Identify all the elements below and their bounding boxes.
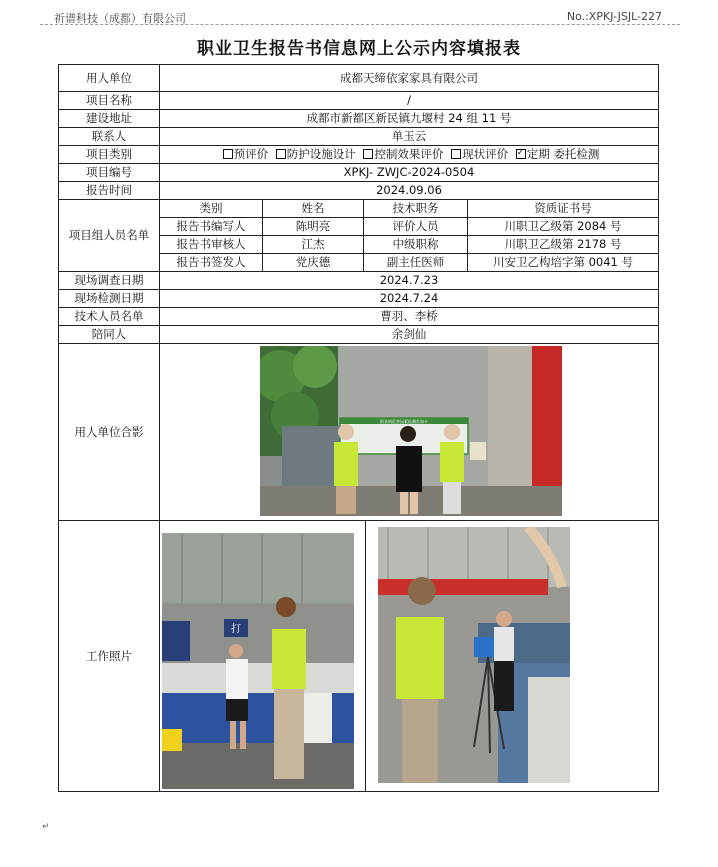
team-header-cert: 资质证书号	[468, 200, 659, 218]
tech-staff-value: 曹羽、李桥	[160, 308, 659, 326]
row-tech-staff	[59, 308, 659, 326]
checkbox-protection-design[interactable]	[276, 149, 286, 159]
team-name: 党庆德	[263, 254, 364, 272]
contact-value: 单玉云	[160, 128, 659, 146]
team-title: 中级职称	[364, 236, 468, 254]
team-header-role: 类别	[160, 200, 263, 218]
row-group-photo	[59, 344, 659, 521]
paragraph-mark-end: ↵	[42, 822, 50, 832]
report-time-value: 2024.09.06	[160, 182, 659, 200]
disclosure-form-table	[58, 64, 659, 792]
row-survey-date	[59, 272, 659, 290]
project-name-label: 项目名称	[59, 92, 160, 110]
option-status-eval: 现状评价	[462, 147, 509, 161]
option-protection-design: 防护设施设计	[286, 147, 356, 161]
row-category	[59, 146, 659, 164]
row-employer	[59, 65, 659, 92]
option-pre-eval: 预评价	[233, 147, 269, 161]
checkbox-periodic-test[interactable]	[516, 149, 526, 159]
work-photo-divider	[365, 521, 366, 791]
report-time-label: 报告时间	[59, 182, 160, 200]
employer-label: 用人单位	[59, 65, 160, 92]
escort-value: 余剑仙	[160, 326, 659, 344]
row-project-no	[59, 164, 659, 182]
doc-number-text: No.:XPKJ-JSJL-227	[566, 10, 662, 23]
test-date-value: 2024.7.24	[160, 290, 659, 308]
row-escort	[59, 326, 659, 344]
checkbox-pre-eval[interactable]	[223, 149, 233, 159]
category-options	[160, 146, 659, 164]
address-value: 成都市新都区新民镇九堰村 24 组 11 号	[160, 110, 659, 128]
row-work-photo	[59, 521, 659, 792]
group-photo-cell	[160, 344, 659, 521]
survey-date-label: 现场调查日期	[59, 272, 160, 290]
team-title: 评价人员	[364, 218, 468, 236]
team-header-name: 姓名	[263, 200, 364, 218]
project-no-value: XPKJ- ZWJC-2024-0504	[160, 164, 659, 182]
employer-value: 成都天缔依家家具有限公司	[160, 65, 659, 92]
project-no-label: 项目编号	[59, 164, 160, 182]
category-label: 项目类别	[59, 146, 160, 164]
team-role: 报告书签发人	[160, 254, 263, 272]
work-photo-image-2	[378, 527, 570, 783]
escort-label: 陪同人	[59, 326, 160, 344]
team-cert: 川职卫乙级第 2178 号	[468, 236, 659, 254]
test-date-label: 现场检测日期	[59, 290, 160, 308]
group-photo-label: 用人单位合影	[59, 344, 160, 521]
team-cert: 川职卫乙级第 2084 号	[468, 218, 659, 236]
row-project-name	[59, 92, 659, 110]
work-photo-image-1	[162, 533, 354, 789]
team-cert: 川安卫乙构培字第 0041 号	[468, 254, 659, 272]
checkbox-control-effect[interactable]	[363, 149, 373, 159]
option-control-effect: 控制效果评价	[374, 147, 444, 161]
group-photo-frame	[160, 344, 658, 520]
team-label: 项目组人员名单	[59, 200, 160, 272]
contact-label: 联系人	[59, 128, 160, 146]
row-report-time	[59, 182, 659, 200]
page-title: 职业卫生报告书信息网上公示内容填报表	[197, 39, 521, 59]
work-photo-frame	[160, 521, 658, 791]
team-role: 报告书审核人	[160, 236, 263, 254]
team-name: 陈明亮	[263, 218, 364, 236]
page-header	[40, 8, 680, 25]
sign-text: 打	[231, 624, 241, 635]
work-photo-cell	[160, 521, 659, 792]
checkbox-status-eval[interactable]	[451, 149, 461, 159]
project-name-value: /	[160, 92, 659, 110]
banner-text: 职业病危害因素检测告知卡	[380, 419, 428, 424]
team-header-row	[59, 200, 659, 218]
row-contact	[59, 128, 659, 146]
address-label: 建设地址	[59, 110, 160, 128]
team-role: 报告书编写人	[160, 218, 263, 236]
header-doc-number	[567, 10, 662, 23]
option-periodic-test: 定期 委托检测	[526, 147, 600, 161]
team-title: 副主任医师	[364, 254, 468, 272]
team-header-title: 技术职务	[364, 200, 468, 218]
row-address	[59, 110, 659, 128]
work-photo-label: 工作照片	[59, 521, 160, 792]
header-company: 祈谱科技（成都）有限公司	[54, 12, 186, 25]
group-photo-image	[260, 346, 562, 516]
row-test-date	[59, 290, 659, 308]
team-name: 江杰	[263, 236, 364, 254]
survey-date-value: 2024.7.23	[160, 272, 659, 290]
tech-staff-label: 技术人员名单	[59, 308, 160, 326]
